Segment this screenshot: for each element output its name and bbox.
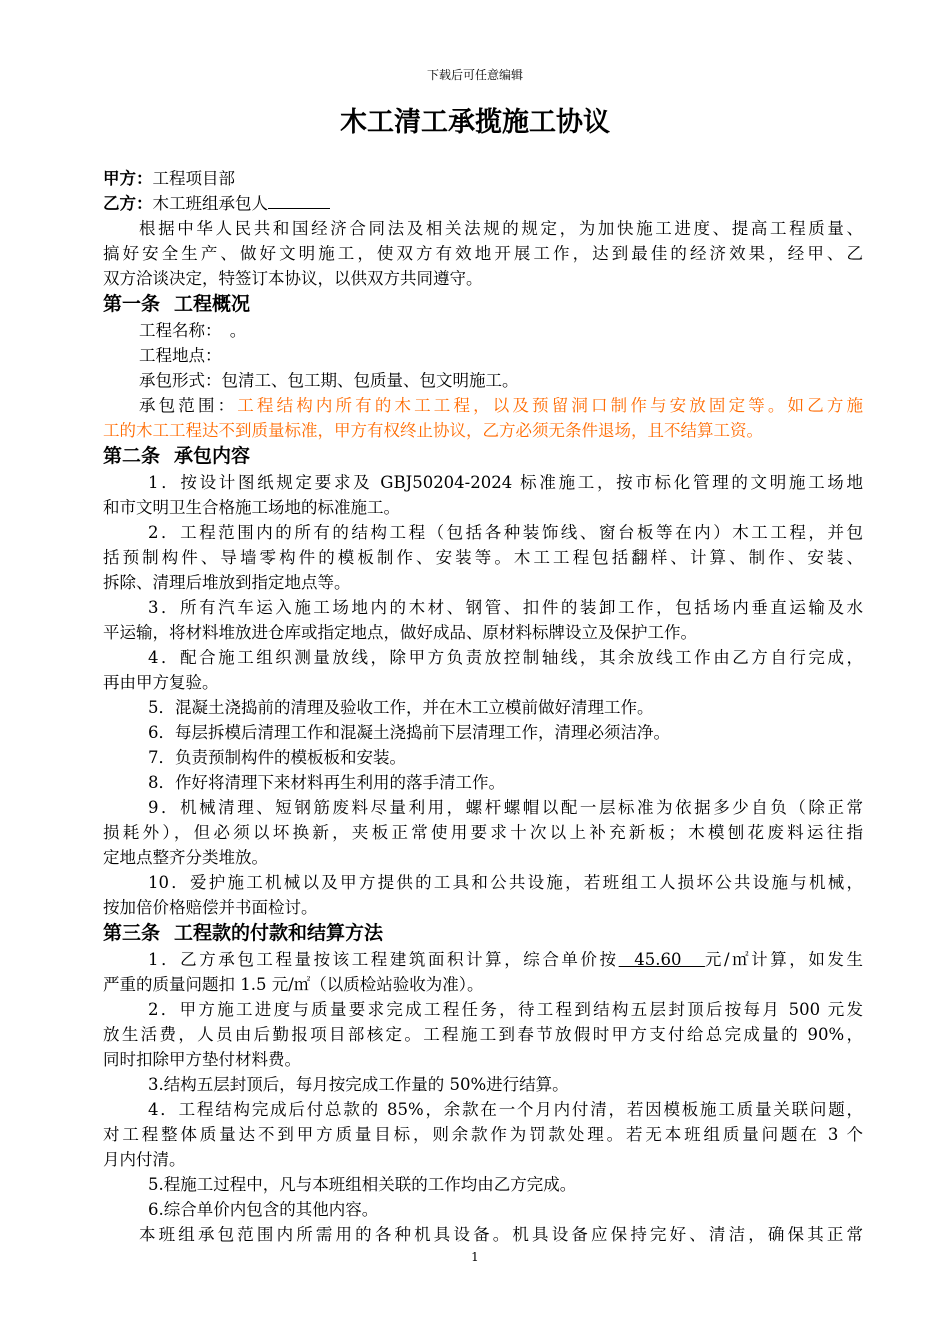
section-3-content: [103, 972, 863, 1247]
paragraph-line: 4．配合施工组织测量放线，除甲方负责放控制轴线，其余放线工作由乙方自行完成，: [148, 648, 863, 667]
intro-line: 搞好安全生产、做好文明施工，使双方有效地开展工作，达到最佳的经济效果，经甲、乙: [103, 244, 863, 263]
party-a-label: 甲方：: [103, 169, 153, 188]
clause-text: 1．乙方承包工程量按该工程建筑面积计算，综合单价按: [148, 950, 619, 969]
document-title: 木工清工承揽施工协议: [340, 107, 610, 138]
paragraph-line: 按加倍价格赔偿并书面检讨。: [103, 898, 318, 917]
paragraph-line: 本班组承包范围内所需用的各种机具设备。机具设备应保持完好、清洁，确保其正常: [139, 1225, 863, 1244]
intro-paragraph: [103, 216, 863, 291]
intro-line: 双方洽谈决定，特签订本协议，以供双方共同遵守。: [103, 269, 483, 288]
paragraph-line: 同时扣除甲方垫付材料费。: [103, 1050, 301, 1069]
paragraph-line: 5．混凝土浇捣前的清理及验收工作，并在木工立模前做好清理工作。: [148, 698, 654, 717]
paragraph-line: 1．按设计图纸规定要求及 GBJ50204-2024 标准施工，按市标化管理的文明施工场地: [148, 473, 863, 492]
paragraph-line: 损耗外），但必须以坏换新，夹板正常使用要求十次以上补充新板；木模刨花废料运往指: [103, 823, 863, 842]
paragraph-line: 对工程整体质量达不到甲方质量目标，则余款作为罚款处理。若无本班组质量问题在 3 个: [103, 1125, 863, 1144]
section-number: 第二条: [103, 445, 161, 467]
paragraph-line: 3．所有汽车运入施工场地内的木材、钢管、扣件的装卸工作，包括场内垂直运输及水: [148, 598, 863, 617]
paragraph-line: 6．每层拆模后清理工作和混凝土浇捣前下层清理工作，清理必须洁净。: [148, 723, 670, 742]
paragraph-line: 定地点整齐分类堆放。: [103, 848, 268, 867]
contract-form: 承包形式：包清工、包工期、包质量、包文明施工。: [139, 371, 519, 390]
section-2-content: [103, 470, 863, 920]
scope-text: 工程结构内所有的木工工程，以及预留洞口制作与安放固定等。如乙方施: [237, 396, 864, 415]
section-title: 承包内容: [174, 445, 251, 467]
section-2-heading: [103, 443, 863, 470]
paragraph-line: 放生活费，人员由后勤报项目部核定。工程施工到春节放假时甲方支付给总完成量的 90%，: [103, 1025, 863, 1044]
paragraph-line: 拆除、清理后堆放到指定地点等。: [103, 573, 351, 592]
paragraph-line: 8．作好将清理下来材料再生利用的落手清工作。: [148, 773, 505, 792]
section-3-heading: [103, 920, 863, 947]
paragraph-line: 5.程施工过程中，凡与本班组相关联的工作均由乙方完成。: [148, 1175, 577, 1194]
section-1-heading: [103, 291, 863, 318]
project-name: 工程名称： 。: [139, 321, 247, 340]
scope-label: 承包范围：: [139, 396, 238, 415]
payment-clause-1: [103, 947, 863, 972]
paragraph-line: 2．甲方施工进度与质量要求完成工程任务，待工程到结构五层封顶后按每月 500 元发: [148, 1000, 863, 1019]
paragraph-line: 6.综合单价内包含的其他内容。: [148, 1200, 379, 1219]
paragraph-line: 平运输，将材料堆放进仓库或指定地点，做好成品、原材料标牌设立及保护工作。: [103, 623, 697, 642]
contract-scope: [103, 393, 863, 418]
paragraph-line: 9．机械清理、短钢筋废料尽量利用，螺杆螺帽以配一层标准为依据多少自负（除正常: [148, 798, 863, 817]
clause-text: 元/㎡计算，如发生: [704, 950, 864, 969]
document-body: [103, 166, 863, 1247]
page-number: 1: [471, 1250, 479, 1264]
signature-blank: [268, 193, 330, 209]
paragraph-line: 3.结构五层封顶后，每月按完成工作量的 50%进行结算。: [148, 1075, 569, 1094]
paragraph-line: 括预制构件、导墙零构件的模板制作、安装等。木工工程包括翻样、计算、制作、安装、: [103, 548, 863, 567]
paragraph-line: 严重的质量问题扣 1.5 元/㎡（以质检站验收为准）。: [103, 975, 484, 994]
paragraph-line: 和市文明卫生合格施工场地的标准施工。: [103, 498, 400, 517]
paragraph-line: 再由甲方复验。: [103, 673, 219, 692]
party-a-value: 工程项目部: [152, 169, 235, 188]
party-a-line: [103, 166, 863, 191]
header-note: 下载后可任意编辑: [426, 68, 523, 82]
section-number: 第三条: [103, 922, 161, 944]
party-b-line: [103, 191, 863, 216]
section-title: 工程概况: [174, 293, 251, 315]
paragraph-line: 7．负责预制构件的模板板和安装。: [148, 748, 406, 767]
scope-text-continued: 工的木工工程达不到质量标准，甲方有权终止协议，乙方必须无条件退场，且不结算工资。: [103, 421, 763, 440]
section-title: 工程款的付款和结算方法: [174, 922, 384, 944]
unit-price-value: 45.60: [618, 950, 705, 969]
paragraph-line: 4．工程结构完成后付总款的 85%，余款在一个月内付清，若因模板施工质量关联问题，: [148, 1100, 863, 1119]
party-b-value: 木工班组承包人: [152, 194, 268, 213]
paragraph-line: 月内付清。: [103, 1150, 186, 1169]
paragraph-line: 10．爱护施工机械以及甲方提供的工具和公共设施，若班组工人损坏公共设施与机械，: [148, 873, 863, 892]
section-number: 第一条: [103, 293, 161, 315]
party-b-label: 乙方：: [103, 194, 153, 213]
intro-line: 根据中华人民共和国经济合同法及相关法规的规定，为加快施工进度、提高工程质量、: [139, 219, 863, 238]
paragraph-line: 2．工程范围内的所有的结构工程（包括各种装饰线、窗台板等在内）木工工程，并包: [148, 523, 863, 542]
project-location: 工程地点：: [139, 346, 222, 365]
